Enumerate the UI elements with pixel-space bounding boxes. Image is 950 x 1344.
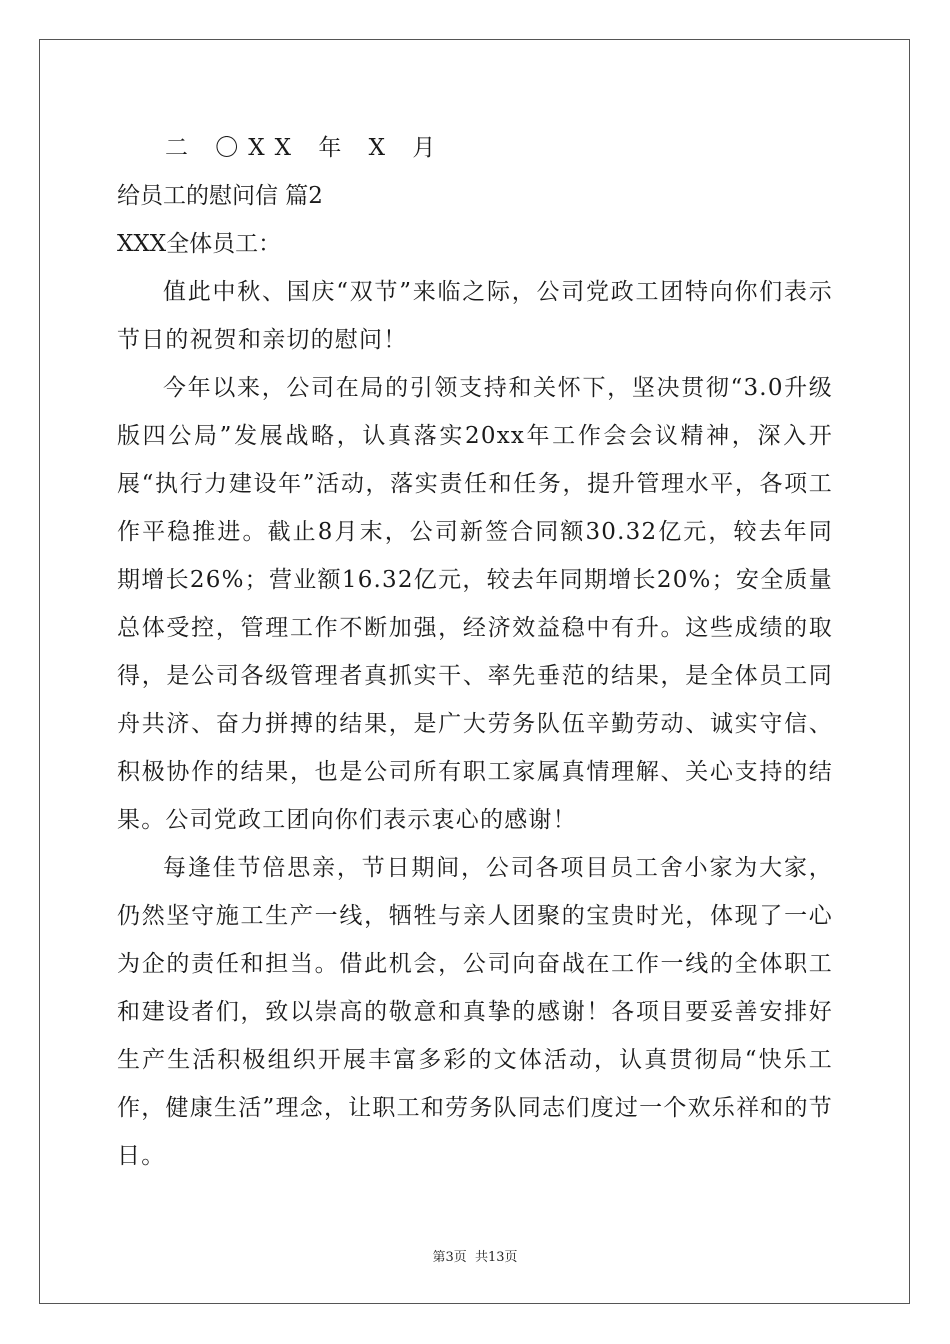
letter-heading: 给员工的慰问信 篇2 [117,183,323,209]
total-pages: 共13页 [474,1250,518,1265]
paragraph-3: 每逢佳节倍思亲，节日期间，公司各项目员工舍小家为大家，仍然坚守施工生产一线，牺牲与亲人团聚的宝贵时光，体现了一心为企的责任和担当。借此机会，公司向奋战在工作一线的全体职工和建设者们，致以崇高的敬意和真挚的感谢！各项目要妥善安排好生产生活积极组织开展丰富多彩的文体活动，认真贯彻局“快乐工作，健康生活”理念，让职工和劳务队同志们度过一个欢乐祥和的节日。 [117,855,833,1169]
paragraph-1: 值此中秋、国庆“双节”来临之际，公司党政工团特向你们表示节日的祝贺和亲切的慰问！ [117,279,833,353]
page-number: 第3页 [432,1250,467,1265]
page-footer [0,1246,950,1265]
paragraph-2: 今年以来，公司在局的引领支持和关怀下，坚决贯彻“3.0升级版四公局”发展战略，认真落实20xx年工作会会议精神，深入开展“执行力建设年”活动，落实责任和任务，提升管理水平，各项工作平稳推进。截止8月末，公司新签合同额30.32亿元，较去年同期增长26%；营业额16.32亿元，较去年同期增长20%；安全质量总体受控，管理工作不断加强，经济效益稳中有升。这些成绩的取得，是公司各级管理者真抓实干、率先垂范的结果，是全体员工同舟共济、奋力拼搏的结果，是广大劳务队伍辛勤劳动、诚实守信、积极协作的结果，也是公司所有职工家属真情理解、关心支持的结果。公司党政工团向你们表示衷心的感谢！ [117,375,833,833]
document-body [117,124,833,1180]
salutation: XXX全体员工： [117,231,282,257]
date-line: 二 〇XX 年 X 月 [165,135,446,161]
